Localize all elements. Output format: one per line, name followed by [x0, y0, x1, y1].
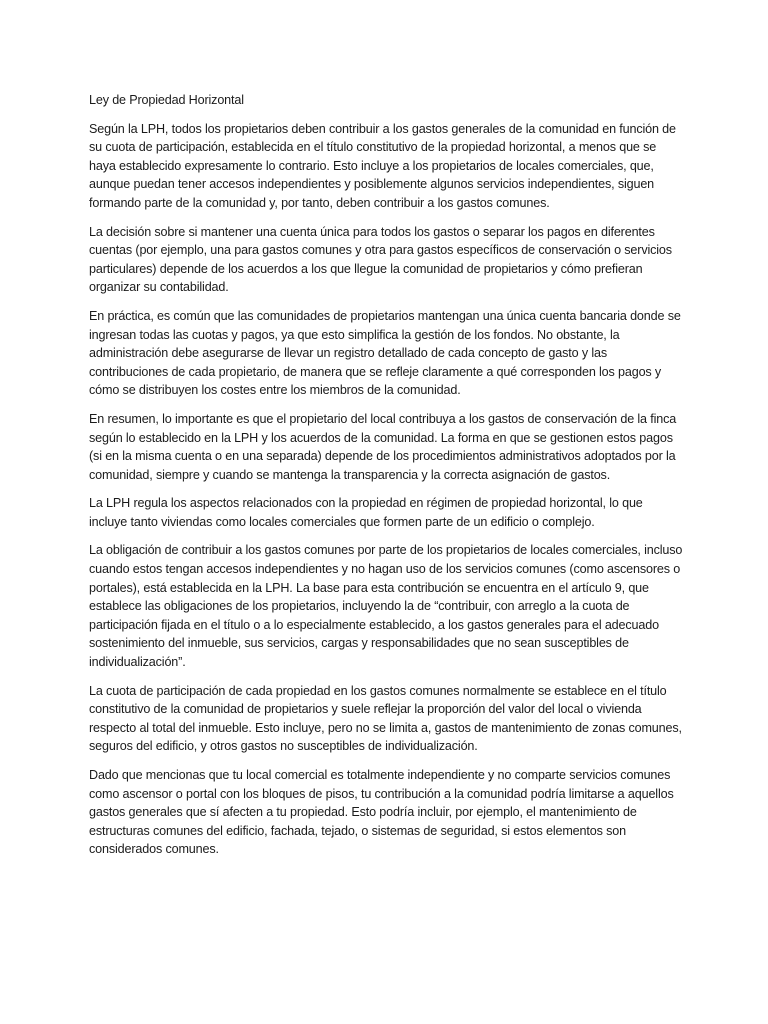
paragraph-7: La cuota de participación de cada propiedad en los gastos comunes normalmente se establece en el título constitutivo de la comunidad de propietarios y suele reflejar la proporción del valor del local o vivienda respecto al total del inmueble. Esto incluye, pero no se limita a, gastos de mantenimiento de zonas comunes, seguros del edificio, y otros gastos no susceptibles de individualización. [89, 683, 682, 754]
paragraph-2: La decisión sobre si mantener una cuenta única para todos los gastos o separar los pagos en diferentes cuentas (por ejemplo, una para gastos comunes y otra para gastos específicos de conservación o servicios particulares) depende de los acuerdos a los que llegue la comunidad de propietarios y cómo prefieran organizar su contabilidad. [89, 224, 672, 295]
paragraph-3: En práctica, es común que las comunidades de propietarios mantengan una única cuenta bancaria donde se ingresan todas las cuotas y pagos, ya que esto simplifica la gestión de los fondos. No obstante, la administración debe asegurarse de llevar un registro detallado de cada concepto de gasto y las contribuciones de cada propietario, de manera que se refleje claramente a qué corresponden los pagos y cómo se distribuyen los costes entre los miembros de la comunidad. [89, 308, 681, 398]
document-title: Ley de Propiedad Horizontal [89, 93, 244, 107]
document-page [89, 91, 684, 869]
paragraph-8: Dado que mencionas que tu local comercial es totalmente independiente y no comparte servicios comunes como ascensor o portal con los bloques de pisos, tu contribución a la comunidad podría limitarse a aquellos gastos generales que sí afecten a tu propiedad. Esto podría incluir, por ejemplo, el mantenimiento de estructuras comunes del edificio, fachada, tejado, o sistemas de seguridad, si estos elementos son considerados comunes. [89, 768, 674, 857]
paragraph-6: La obligación de contribuir a los gastos comunes por parte de los propietarios de locales comerciales, incluso cuando estos tengan accesos independientes y no hagan uso de los servicios comunes (como ascensores o portales), está establecida en la LPH. La base para esta contribución se encuentra en el artículo 9, que establece las obligaciones de los propietarios, incluyendo la de “contribuir, con arreglo a la cuota de participación fijada en el título o a lo especialmente establecido, a los gastos generales para el adecuado sostenimiento del inmueble, sus servicios, cargas y responsabilidades que no sean susceptibles de individualización”. [89, 543, 683, 670]
paragraph-4: En resumen, lo importante es que el propietario del local contribuya a los gastos de conservación de la finca según lo establecido en la LPH y los acuerdos de la comunidad. La forma en que se gestionen estos pagos (si en la misma cuenta o en una separada) depende de los procedimientos administrativos adoptados por la comunidad, siempre y cuando se mantenga la transparencia y la correcta asignación de gastos. [89, 411, 677, 482]
paragraph-1: Según la LPH, todos los propietarios deben contribuir a los gastos generales de la comunidad en función de su cuota de participación, establecida en el título constitutivo de la propiedad horizontal, a menos que se haya establecido expresamente lo contrario. Esto incluye a los propietarios de locales comerciales, que, aunque puedan tener accesos independientes y posiblemente algunos servicios independientes, siguen formando parte de la comunidad y, por tanto, deben contribuir a los gastos comunes. [89, 121, 676, 210]
paragraph-5: La LPH regula los aspectos relacionados con la propiedad en régimen de propiedad horizontal, lo que incluye tanto viviendas como locales comerciales que formen parte de un edificio o complejo. [89, 496, 643, 529]
